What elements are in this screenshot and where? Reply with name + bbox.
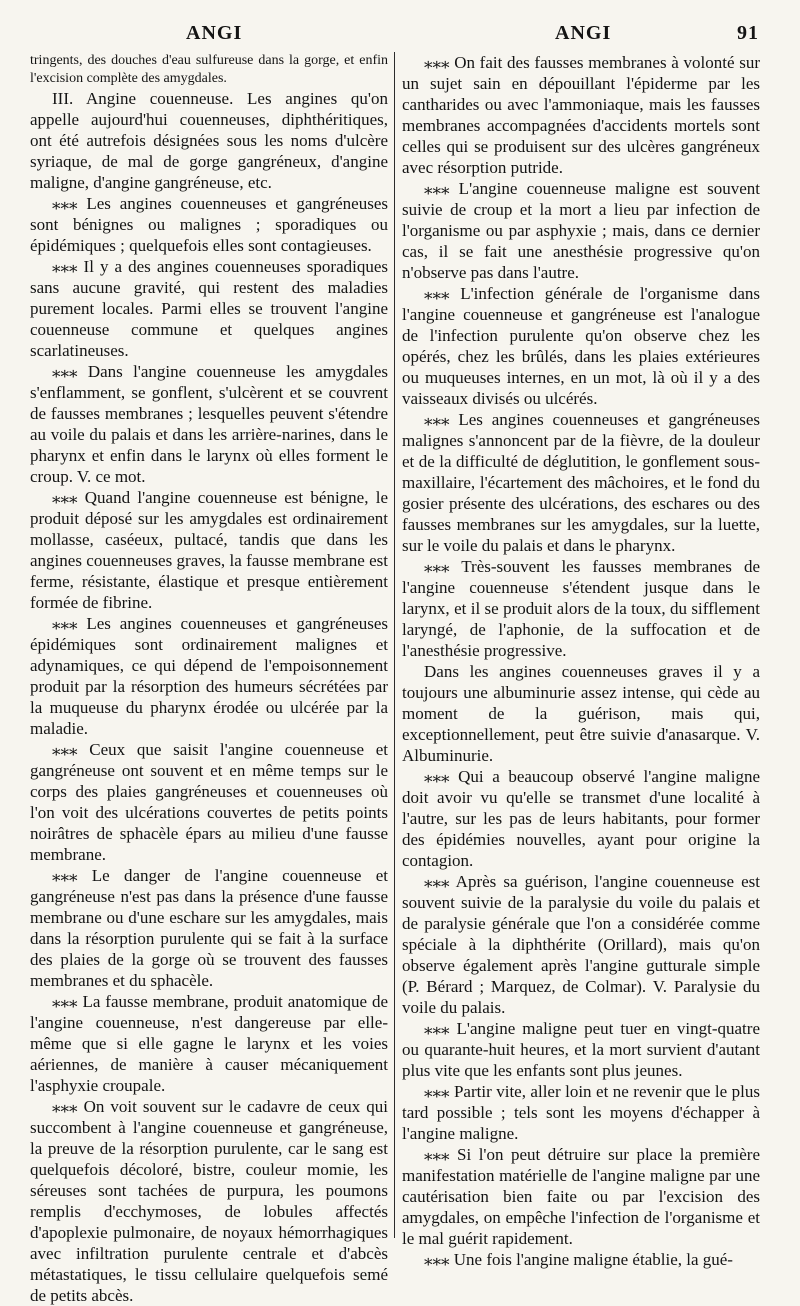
- paragraph: ⁎⁎⁎ On fait des fausses membranes à volonté sur un sujet sain en dépouillant l'épiderme par les cantharides ou avec l'ammoniaque, mais les fausses membranes accompagnées d'accidents mortels sont celles qui se produisent sur des ulcères gangréneux avec résorption putride.: [402, 53, 760, 177]
- paragraph: ⁎⁎⁎ Si l'on peut détruire sur place la première manifestation matérielle de l'angine maligne par une cautérisation bien faite ou par l'excision des amygdales, on empêche l'infection de l'organisme et le mal guérit rapidement.: [402, 1145, 760, 1248]
- paragraph: ⁎⁎⁎ L'infection générale de l'organisme dans l'angine couenneuse et gangréneuse est l'analogue de l'infection purulente qu'on observe chez les opérés, chez les brûlés, dans les plaies extérieures ou muqueuses internes, en un mot, là où il y a des vaisseaux divisés ou ulcérés.: [402, 284, 760, 408]
- paragraph: ⁎⁎⁎ Ceux que saisit l'angine couenneuse et gangréneuse ont souvent et en même temps sur le corps des plaies gangréneuses et couenneuses où l'on voit des ulcérations couvertes de petits points noirâtres de sphacèle épars au milieu d'une fausse membrane.: [30, 740, 388, 864]
- paragraph: ⁎⁎⁎ Il y a des angines couenneuses sporadiques sans aucune gravité, qui restent des maladies purement locales. Parmi elles se trouvent l'angine couenneuse commune et quelques angines scarlatineuses.: [30, 257, 388, 360]
- paragraph: ⁎⁎⁎ L'angine couenneuse maligne est souvent suivie de croup et la mort a lieu par infection de l'organisme ou par asphyxie ; mais, dans ce dernier cas, il se fait une anesthésie progressive qu'on n'observe pas dans l'autre.: [402, 179, 760, 282]
- right-column: [402, 52, 760, 1270]
- paragraph: ⁎⁎⁎ Quand l'angine couenneuse est bénigne, le produit déposé sur les amygdales est ordinairement mollasse, caséeux, pultacé, tandis que dans les angines couenneuses graves, la fausse membrane est ferme, résistante, élastique et presque entièrement formée de fibrine.: [30, 488, 388, 612]
- paragraph: ⁎⁎⁎ Les angines couenneuses et gangréneuses épidémiques sont ordinairement malignes et adynamiques, ce qui dépend de l'empoisonnement produit par la résorption des humeurs sécrétées par la muqueuse du pharynx érodée ou ulcérée par la maladie.: [30, 614, 388, 738]
- paragraph: Dans les angines couenneuses graves il y a toujours une albuminurie assez intense, qui cède au moment de la guérison, mais qui, exceptionnellement, peut être suivie d'anasarque. V. Albuminurie.: [402, 662, 760, 765]
- paragraph: ⁎⁎⁎ Le danger de l'angine couenneuse et gangréneuse n'est pas dans la présence d'une fausse membrane ou d'une eschare sur les amygdales, mais dans la résorption purulente qui se fait à la surface des plaies de la gorge où se trouvent des fausses membranes et du sphacèle.: [30, 866, 388, 990]
- paragraph: ⁎⁎⁎ Qui a beaucoup observé l'angine maligne doit avoir vu qu'elle se transmet d'une localité à l'autre, sur les pas de leurs habitants, pour former des épidémies nouvelles, ayant pour origine la contagion.: [402, 767, 760, 870]
- paragraph: ⁎⁎⁎ Dans l'angine couenneuse les amygdales s'enflamment, se gonflent, s'ulcèrent et se couvrent de fausses membranes ; lesquelles peuvent s'étendre au voile du palais et dans les arrière-narines, dans le pharynx et enfin dans le larynx où elles forment le croup. V. ce mot.: [30, 362, 388, 486]
- paragraph: ⁎⁎⁎ Une fois l'angine maligne établie, la gué-: [424, 1250, 733, 1269]
- header-right-word: ANGI: [555, 22, 612, 44]
- page-number: 91: [737, 22, 759, 44]
- paragraph: III. Angine couenneuse. Les angines qu'on appelle aujourd'hui couenneuses, diphthéritiques, ont été autrefois désignées sous les noms d'ulcère syriaque, de mal de gorge gangréneux, d'angine maligne, d'angine gangréneuse, etc.: [30, 89, 388, 192]
- left-column: [30, 52, 388, 1306]
- running-header: [0, 22, 800, 48]
- paragraph: ⁎⁎⁎ L'angine maligne peut tuer en vingt-quatre ou quarante-huit heures, et la mort survient d'autant plus vite que les enfants sont plus jeunes.: [402, 1019, 760, 1080]
- paragraph: ⁎⁎⁎ Partir vite, aller loin et ne revenir que le plus tard possible ; tels sont les moyens d'échapper à l'angine maligne.: [402, 1082, 760, 1143]
- paragraph-continuation: tringents, des douches d'eau sulfureuse dans la gorge, et enfin l'excision complète des amygdales.: [30, 53, 388, 86]
- paragraph: ⁎⁎⁎ Les angines couenneuses et gangréneuses sont bénignes ou malignes ; sporadiques ou épidémiques ; quelquefois elles sont contagieuses.: [30, 194, 388, 255]
- paragraph: ⁎⁎⁎ Les angines couenneuses et gangréneuses malignes s'annoncent par de la fièvre, de la douleur et de la difficulté de déglutition, le gonflement sous-maxillaire, l'écartement des mâchoires, et le fond du gosier présente des ulcérations, des eschares ou des fausses membranes sur les amygdales, sur la luette, sur le voile du palais et dans le pharynx.: [402, 410, 760, 555]
- column-divider: [394, 52, 395, 1238]
- header-left-word: ANGI: [186, 22, 243, 44]
- paragraph: ⁎⁎⁎ Très-souvent les fausses membranes de l'angine couenneuse s'étendent jusque dans le larynx, et il se produit alors de la toux, du sifflement laryngé, de l'aphonie, de la suffocation et de l'anesthésie progressive.: [402, 557, 760, 660]
- paragraph: ⁎⁎⁎ On voit souvent sur le cadavre de ceux qui succombent à l'angine couenneuse et gangréneuse, la preuve de la résorption purulente, car le sang est quelquefois décoloré, bistre, couleur momie, les séreuses sont tachées de purpura, les poumons remplis d'ecchymoses, de lobules affectés d'apoplexie pulmonaire, de noyaux hémorrhagiques avec infiltration purulente centrale et d'abcès métastatiques, le tissu cellulaire quelquefois semé de petits abcès.: [30, 1097, 388, 1305]
- paragraph: ⁎⁎⁎ Après sa guérison, l'angine couenneuse est souvent suivie de la paralysie du voile du palais et de paralysie générale que l'on a considérée comme spéciale à la diphthérite (Orillard), mais qu'on observe également après l'angine gutturale simple (P. Bérard ; Marquez, de Colmar). V. Paralysie du voile du palais.: [402, 872, 760, 1017]
- paragraph: ⁎⁎⁎ La fausse membrane, produit anatomique de l'angine couenneuse, n'est dangereuse par elle-même que si elle gagne le larynx et les voies aériennes, de manière à causer mécaniquement l'asphyxie croupale.: [30, 992, 388, 1095]
